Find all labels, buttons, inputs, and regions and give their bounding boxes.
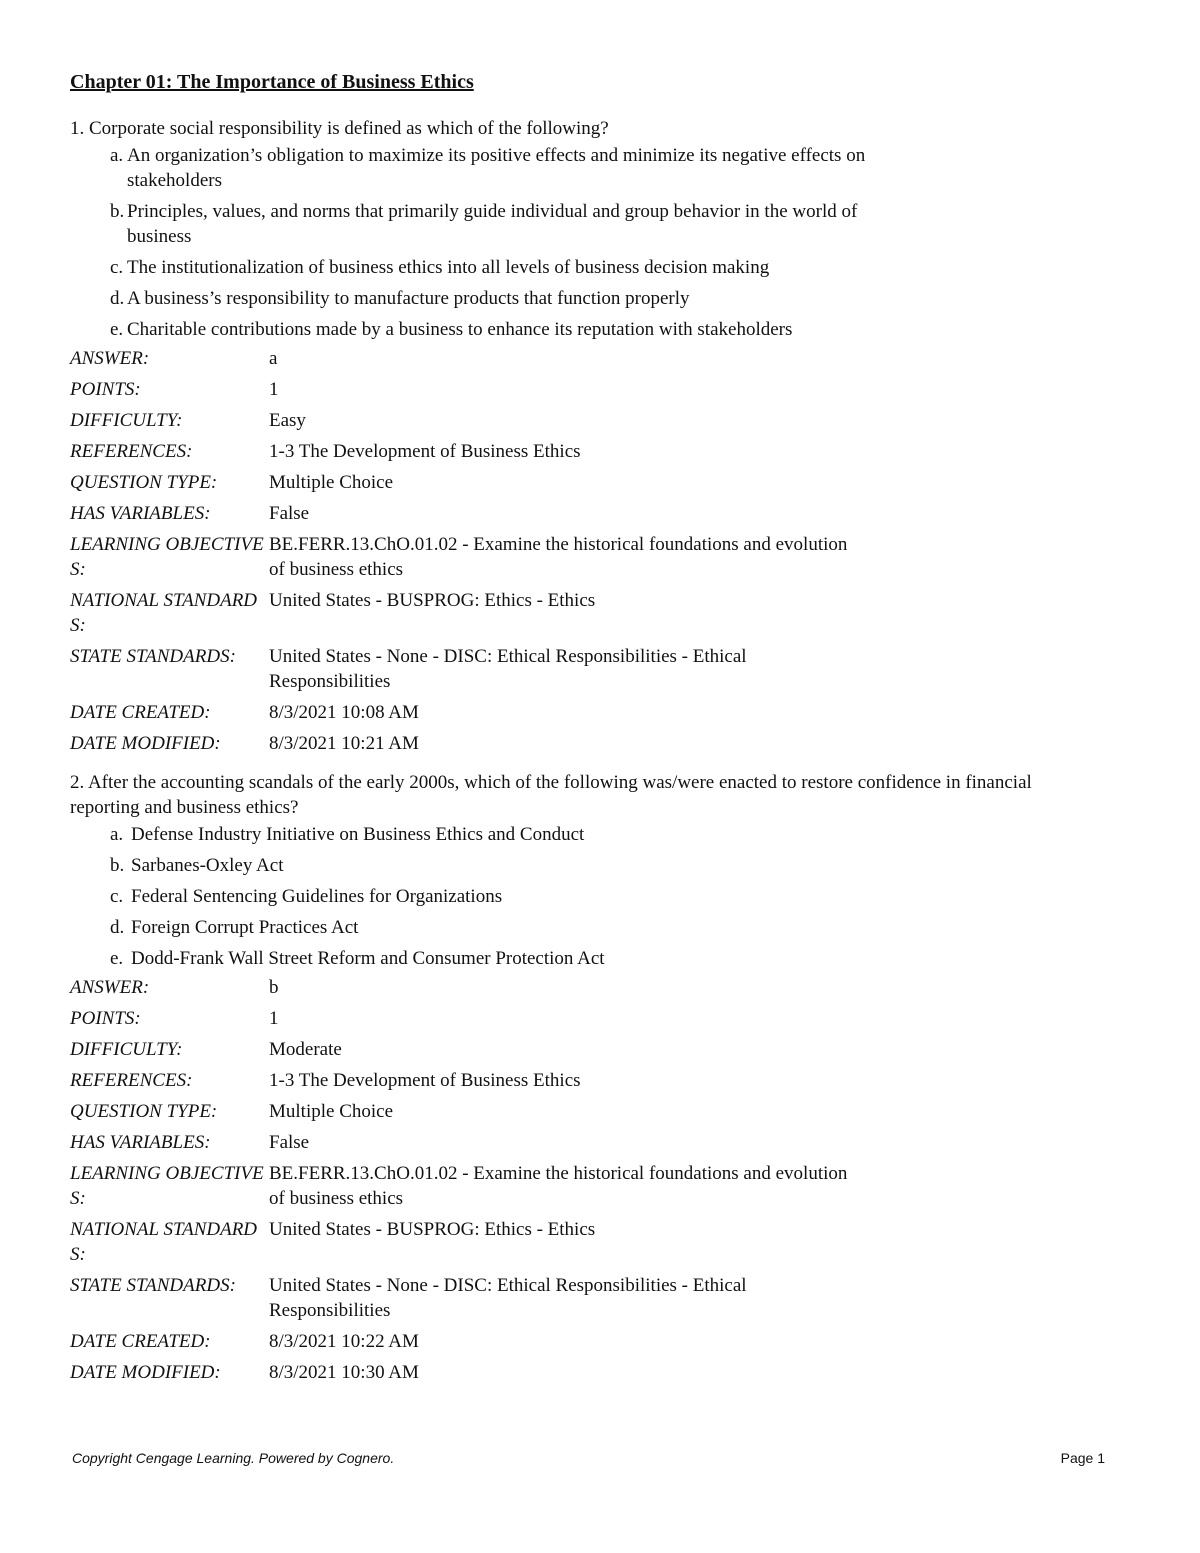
meta-value: United States - None - DISC: Ethical Responsibilities - Ethical Responsibilities (269, 646, 747, 692)
meta-row-date-modified (70, 731, 1100, 756)
meta-value: 8/3/2021 10:08 AM (269, 702, 419, 723)
option-a (110, 143, 1100, 193)
meta-value: BE.FERR.13.ChO.01.02 - Examine the historical foundations and evolution of business ethics (269, 534, 848, 580)
question-stem: 2. After the accounting scandals of the early 2000s, which of the following was/were enacted to restore confidence in financial reporting and business ethics? (70, 772, 1032, 818)
meta-label: DATE MODIFIED: (70, 1362, 221, 1383)
option-letter: a. (110, 145, 124, 166)
meta-row-date-created (70, 700, 1100, 725)
meta-row-state-standards (70, 1273, 1100, 1323)
meta-label: DIFFICULTY: (70, 1039, 183, 1060)
meta-row-date-created (70, 1329, 1100, 1354)
option-letter: b. (110, 201, 125, 222)
meta-value: BE.FERR.13.ChO.01.02 - Examine the historical foundations and evolution of business ethics (269, 1163, 848, 1209)
meta-value: b (269, 977, 279, 998)
option-text: Charitable contributions made by a business to enhance its reputation with stakeholders (127, 319, 793, 340)
meta-label: QUESTION TYPE: (70, 472, 218, 493)
meta-label: HAS VARIABLES: (70, 503, 211, 524)
option-d (110, 286, 1100, 311)
option-b (110, 853, 1100, 878)
meta-label: LEARNING OBJECTIVES: (70, 1163, 264, 1209)
meta-row-learning-objectives (70, 1161, 1100, 1211)
meta-row-has-variables (70, 501, 1100, 526)
meta-value: False (269, 1132, 310, 1153)
meta-value: 1 (269, 379, 279, 400)
meta-label: POINTS: (70, 379, 141, 400)
meta-label: STATE STANDARDS: (70, 646, 236, 667)
meta-value: 1-3 The Development of Business Ethics (269, 441, 581, 462)
option-text: The institutionalization of business ethics into all levels of business decision making (127, 257, 770, 278)
option-text: Sarbanes-Oxley Act (131, 855, 284, 876)
meta-label: DATE CREATED: (70, 702, 211, 723)
meta-row-question-type (70, 1099, 1100, 1124)
question-1 (70, 116, 1100, 756)
meta-label: POINTS: (70, 1008, 141, 1029)
copyright-notice: Copyright Cengage Learning. Powered by Cognero. (72, 1450, 395, 1466)
meta-label: QUESTION TYPE: (70, 1101, 218, 1122)
meta-row-date-modified (70, 1360, 1100, 1385)
option-text: Federal Sentencing Guidelines for Organizations (131, 886, 503, 907)
option-c (110, 884, 1100, 909)
meta-value: a (269, 348, 278, 369)
meta-label: STATE STANDARDS: (70, 1275, 236, 1296)
option-letter: a. (110, 824, 124, 845)
option-e (110, 946, 1100, 971)
page-footer (72, 1446, 1105, 1471)
meta-label: ANSWER: (70, 348, 150, 369)
option-b (110, 199, 1100, 249)
meta-value: Multiple Choice (269, 472, 394, 493)
meta-label: DIFFICULTY: (70, 410, 183, 431)
option-letter: b. (110, 855, 125, 876)
meta-label: DATE MODIFIED: (70, 733, 221, 754)
meta-row-difficulty (70, 408, 1100, 433)
meta-row-answer (70, 975, 1100, 1000)
option-text: Foreign Corrupt Practices Act (131, 917, 359, 938)
meta-value: United States - BUSPROG: Ethics - Ethics (269, 1219, 596, 1240)
meta-label: REFERENCES: (70, 1070, 193, 1091)
meta-row-points (70, 1006, 1100, 1031)
option-letter: e. (110, 319, 124, 340)
meta-row-national-standards (70, 588, 1100, 638)
document-page (70, 70, 1100, 1399)
meta-value: 1 (269, 1008, 279, 1029)
meta-value: 8/3/2021 10:21 AM (269, 733, 419, 754)
chapter-title: Chapter 01: The Importance of Business Ethics (70, 71, 474, 93)
option-a (110, 822, 1100, 847)
option-text: Defense Industry Initiative on Business Ethics and Conduct (131, 824, 585, 845)
option-letter: c. (110, 257, 124, 278)
meta-label: ANSWER: (70, 977, 150, 998)
question-metadata (70, 975, 1100, 1385)
meta-label: NATIONAL STANDARDS: (70, 590, 258, 636)
option-letter: d. (110, 288, 125, 309)
option-c (110, 255, 1100, 280)
meta-value: United States - None - DISC: Ethical Responsibilities - Ethical Responsibilities (269, 1275, 747, 1321)
question-stem: 1. Corporate social responsibility is defined as which of the following? (70, 118, 609, 139)
meta-row-difficulty (70, 1037, 1100, 1062)
question-2 (70, 770, 1100, 1385)
page-number: Page 1 (1060, 1450, 1105, 1466)
option-letter: d. (110, 917, 125, 938)
meta-row-state-standards (70, 644, 1100, 694)
meta-label: HAS VARIABLES: (70, 1132, 211, 1153)
option-letter: c. (110, 886, 124, 907)
meta-label: REFERENCES: (70, 441, 193, 462)
meta-row-points (70, 377, 1100, 402)
meta-value: 8/3/2021 10:30 AM (269, 1362, 419, 1383)
meta-row-learning-objectives (70, 532, 1100, 582)
meta-value: 8/3/2021 10:22 AM (269, 1331, 419, 1352)
meta-value: False (269, 503, 310, 524)
option-text: An organization’s obligation to maximize its positive effects and minimize its negative effects on stakeholders (127, 145, 866, 191)
option-text: A business’s responsibility to manufacture products that function properly (127, 288, 690, 309)
meta-label: DATE CREATED: (70, 1331, 211, 1352)
meta-label: LEARNING OBJECTIVES: (70, 534, 264, 580)
meta-value: Easy (269, 410, 306, 431)
meta-value: 1-3 The Development of Business Ethics (269, 1070, 581, 1091)
meta-row-answer (70, 346, 1100, 371)
meta-value: United States - BUSPROG: Ethics - Ethics (269, 590, 596, 611)
meta-row-has-variables (70, 1130, 1100, 1155)
meta-value: Multiple Choice (269, 1101, 394, 1122)
option-list (110, 143, 1100, 342)
meta-value: Moderate (269, 1039, 342, 1060)
option-letter: e. (110, 948, 124, 969)
meta-label: NATIONAL STANDARDS: (70, 1219, 258, 1265)
question-metadata (70, 346, 1100, 756)
meta-row-national-standards (70, 1217, 1100, 1267)
option-list (110, 822, 1100, 971)
meta-row-question-type (70, 470, 1100, 495)
meta-row-references (70, 1068, 1100, 1093)
option-text: Dodd-Frank Wall Street Reform and Consumer Protection Act (131, 948, 605, 969)
meta-row-references (70, 439, 1100, 464)
option-text: Principles, values, and norms that primarily guide individual and group behavior in the world of business (127, 201, 858, 247)
option-d (110, 915, 1100, 940)
option-e (110, 317, 1100, 342)
